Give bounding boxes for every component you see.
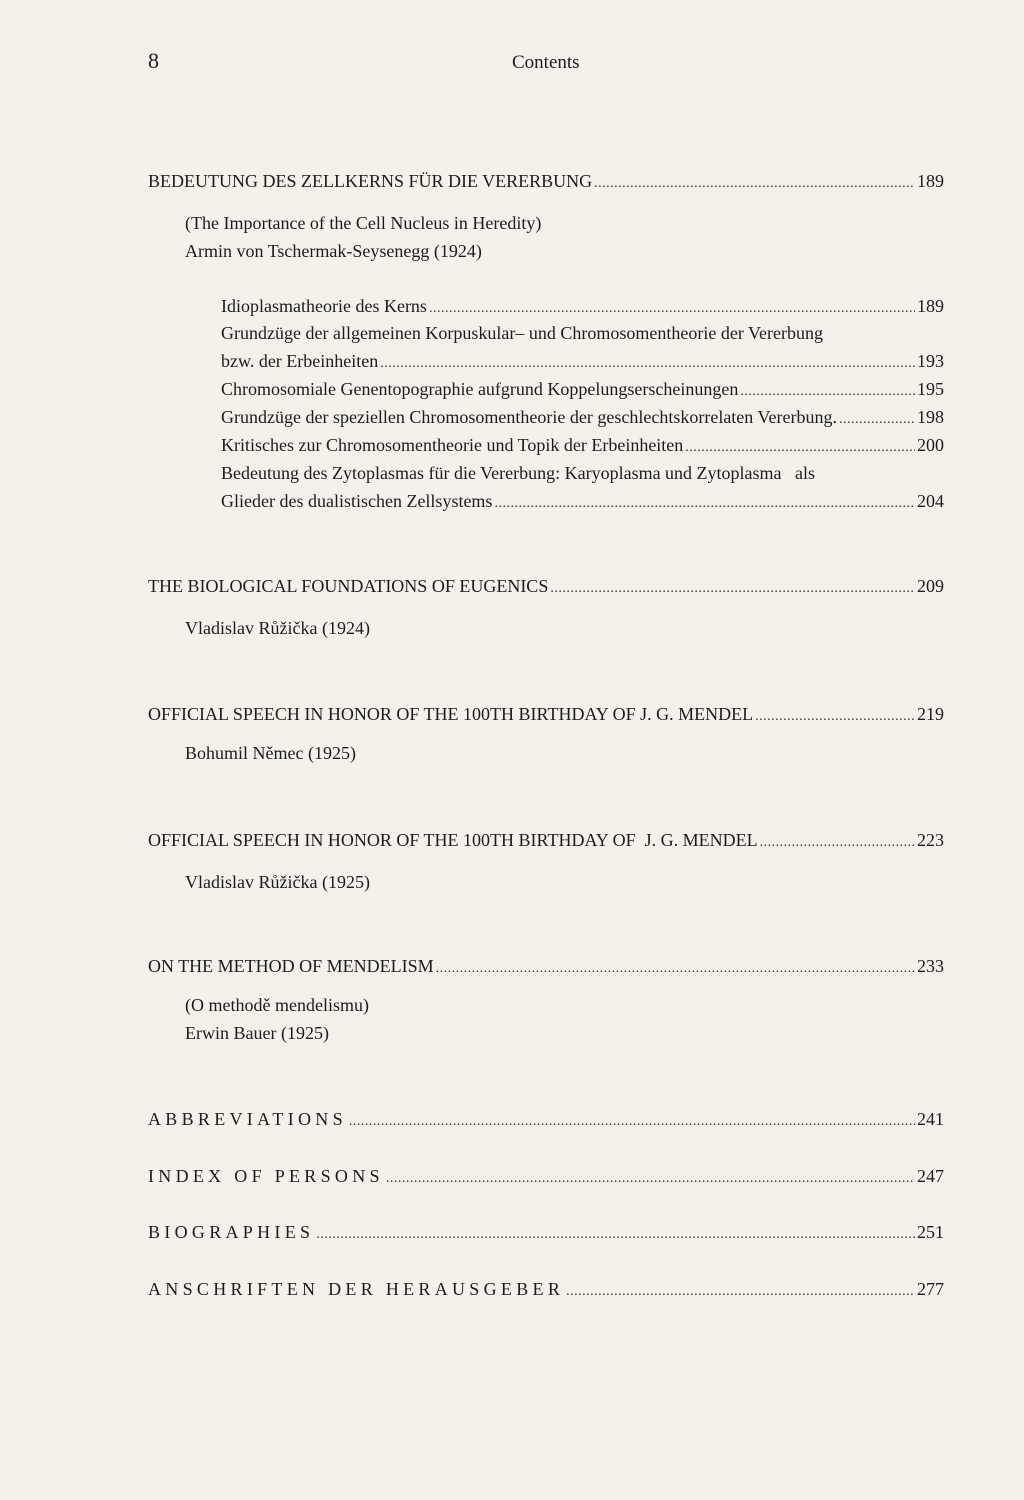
- dot-leader: [494, 493, 915, 515]
- dot-leader: [760, 832, 915, 854]
- page-ref: 198: [917, 407, 944, 427]
- toc-entry[interactable]: [148, 170, 944, 195]
- page-ref: 223: [917, 830, 944, 850]
- entry-title: OFFICIAL SPEECH IN HONOR OF THE 100TH BIRTHDAY OF J. G. MENDEL: [148, 830, 758, 850]
- subentry-title: Grundzüge der speziellen Chromosomentheorie der geschlechtskorrelaten Vererbung.: [221, 407, 837, 427]
- entry-title: THE BIOLOGICAL FOUNDATIONS OF EUGENICS: [148, 576, 549, 596]
- dot-leader: [839, 409, 915, 431]
- page-ref: 251: [917, 1222, 944, 1242]
- page-number: 8: [148, 48, 159, 73]
- toc-appendix-entry[interactable]: [148, 1221, 944, 1246]
- entry-title: OFFICIAL SPEECH IN HONOR OF THE 100TH BIRTHDAY OF J. G. MENDEL: [148, 704, 754, 724]
- toc-subentry[interactable]: [221, 406, 944, 431]
- subentry-title: Idioplasmatheorie des Kerns: [221, 296, 427, 316]
- dot-leader: [436, 958, 915, 980]
- page-ref: 233: [917, 956, 944, 976]
- toc-appendix-entry[interactable]: [148, 1108, 944, 1133]
- dot-leader: [685, 437, 915, 459]
- appendix-title: INDEX OF PERSONS: [148, 1166, 384, 1186]
- subentry-title-line: Bedeutung des Zytoplasmas für die Vererbung: Karyoplasma und Zytoplasma als: [221, 463, 816, 483]
- subentry-title: Chromosomiale Genentopographie aufgrund Koppelungserscheinungen: [221, 379, 739, 399]
- dot-leader: [316, 1224, 915, 1246]
- toc-subentry[interactable]: [221, 350, 944, 375]
- page-ref: 204: [917, 491, 944, 511]
- page-ref: 209: [917, 576, 944, 596]
- entry-author: Armin von Tschermak-Seysenegg (1924): [185, 241, 482, 261]
- dot-leader: [566, 1281, 915, 1303]
- dot-leader: [429, 298, 915, 320]
- dot-leader: [349, 1111, 915, 1133]
- page-ref: 219: [917, 704, 944, 724]
- entry-author: Erwin Bauer (1925): [185, 1023, 329, 1043]
- toc-entry[interactable]: [148, 575, 944, 600]
- entry-title: BEDEUTUNG DES ZELLKERNS FÜR DIE VERERBUNG: [148, 171, 593, 191]
- page-ref: 195: [917, 379, 944, 399]
- toc-entry[interactable]: [148, 955, 944, 980]
- appendix-title: ABBREVIATIONS: [148, 1109, 347, 1129]
- toc-entry[interactable]: [148, 703, 944, 728]
- page-ref: 277: [917, 1279, 944, 1299]
- page-ref: 189: [917, 296, 944, 316]
- toc-subentry[interactable]: [221, 378, 944, 403]
- dot-leader: [740, 381, 915, 403]
- subentry-title: Glieder des dualistischen Zellsystems: [221, 491, 493, 511]
- toc-appendix-entry[interactable]: [148, 1278, 944, 1303]
- dot-leader: [594, 173, 915, 195]
- subentry-title-line: Grundzüge der allgemeinen Korpuskular– und Chromosomentheorie der Vererbung: [221, 323, 823, 343]
- toc-subentry[interactable]: [221, 434, 944, 459]
- dot-leader: [386, 1168, 915, 1190]
- appendix-title: BIOGRAPHIES: [148, 1222, 315, 1242]
- entry-subtitle: (The Importance of the Cell Nucleus in Heredity): [185, 213, 542, 233]
- page-ref: 200: [917, 435, 944, 455]
- page-ref: 193: [917, 351, 944, 371]
- dot-leader: [550, 578, 915, 600]
- entry-author: Bohumil Němec (1925): [185, 743, 356, 763]
- page-ref: 247: [917, 1166, 944, 1186]
- subentry-title: bzw. der Erbeinheiten: [221, 351, 379, 371]
- appendix-title: ANSCHRIFTEN DER HERAUSGEBER: [148, 1279, 565, 1299]
- page-ref: 241: [917, 1109, 944, 1129]
- entry-author: Vladislav Růžička (1925): [185, 872, 370, 892]
- toc-subentry[interactable]: [221, 490, 944, 515]
- dot-leader: [755, 706, 915, 728]
- entry-subtitle: (O methodě mendelismu): [185, 995, 369, 1015]
- entry-author: Vladislav Růžička (1924): [185, 618, 370, 638]
- entry-title: ON THE METHOD OF MENDELISM: [148, 956, 434, 976]
- toc-appendix-entry[interactable]: [148, 1165, 944, 1190]
- toc-subentry[interactable]: [221, 295, 944, 320]
- running-title: Contents: [512, 52, 580, 73]
- dot-leader: [380, 353, 915, 375]
- page-ref: 189: [917, 171, 944, 191]
- toc-entry[interactable]: [148, 829, 944, 854]
- subentry-title: Kritisches zur Chromosomentheorie und Topik der Erbeinheiten: [221, 435, 684, 455]
